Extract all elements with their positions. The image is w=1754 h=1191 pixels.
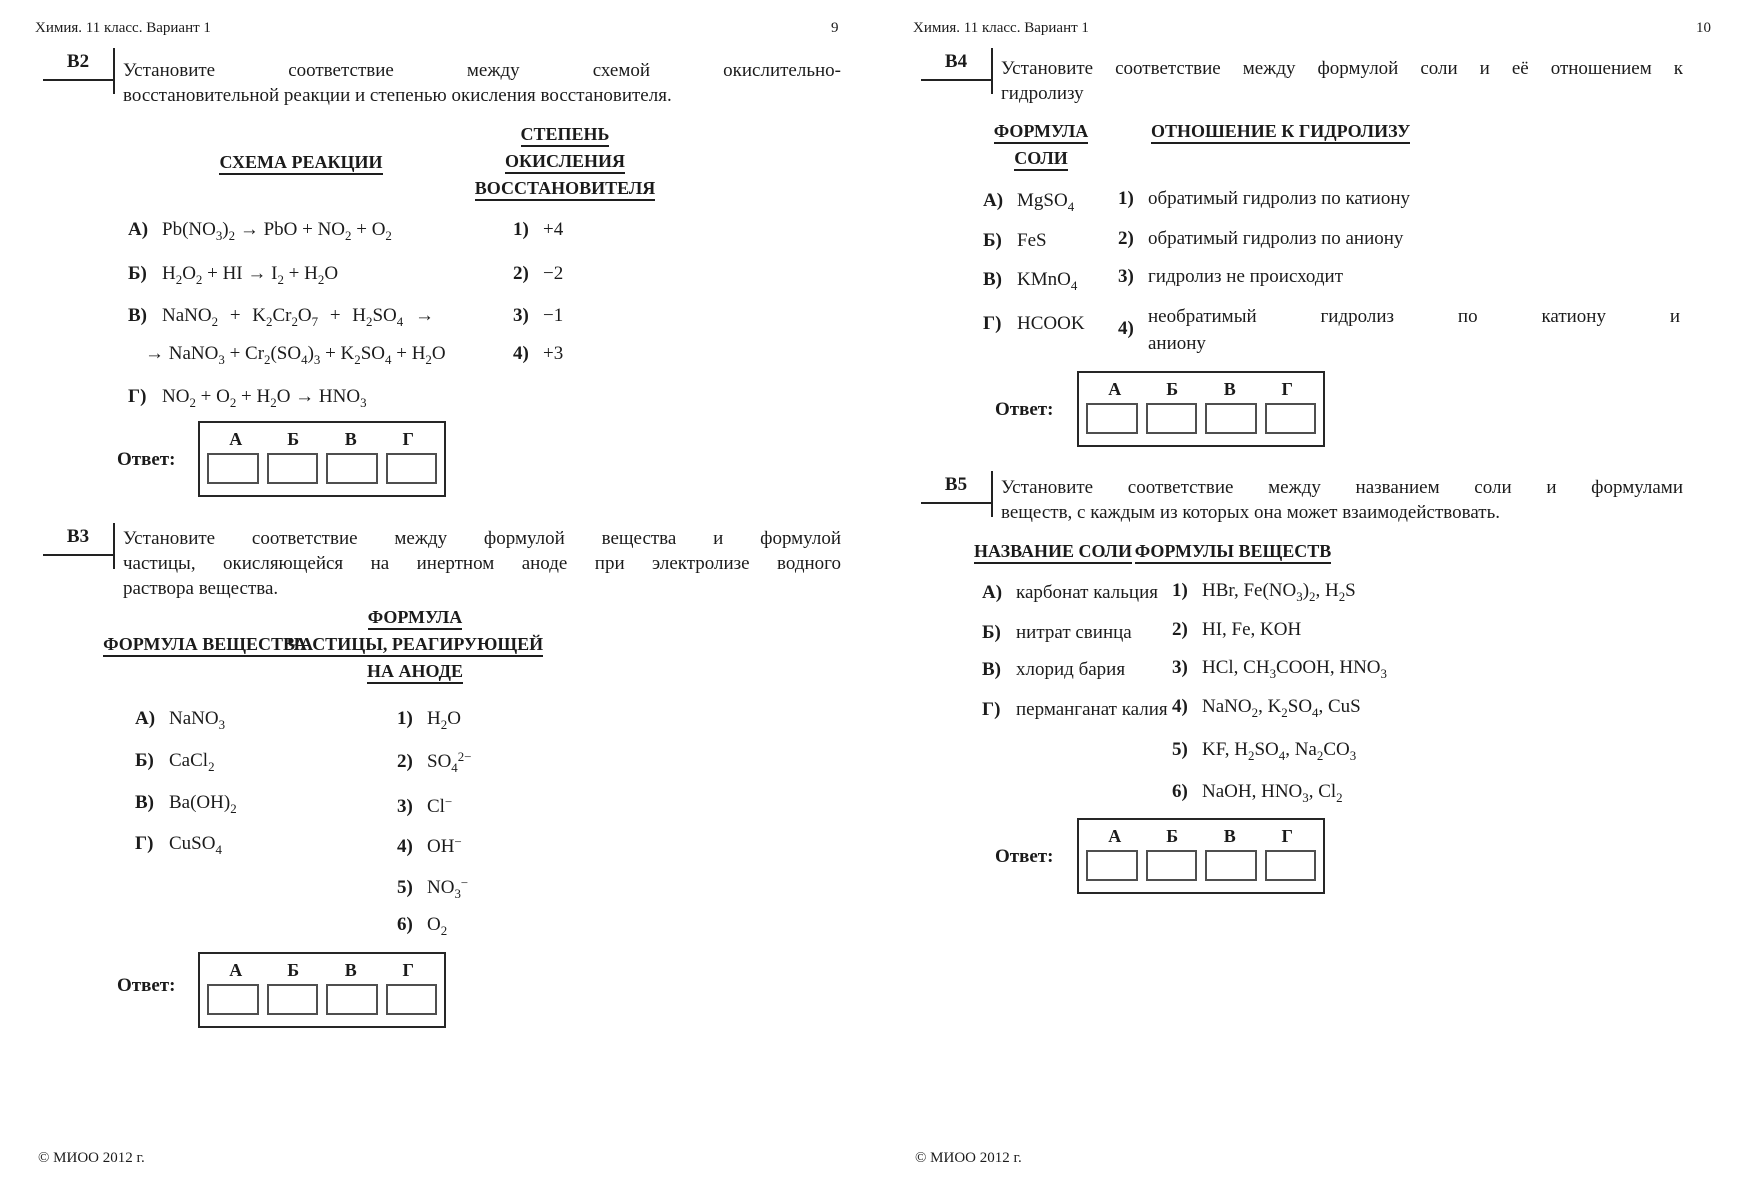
item-formula: NaNO$_2$ + $K_2Cr_2O_7 + H_2SO_4$ → (162, 305, 434, 330)
match-option-6 (1172, 779, 1343, 810)
option-text: −2 (543, 263, 564, 284)
match-option-4-number (1118, 316, 1148, 341)
option-text: гидролиз не происходит (1148, 266, 1344, 287)
item-formula: CuSO$_4$ (169, 833, 222, 858)
answer-label: Ответ: (995, 399, 1054, 420)
item-letter: В) (982, 659, 1001, 680)
copyright-footer: © МИОО 2012 г. (38, 1150, 145, 1166)
answer-letter: А (1108, 379, 1122, 399)
option-formula: HCl, $CH_3COOH$, $HNO_3$ (1202, 657, 1387, 682)
answer-box-v (326, 453, 378, 484)
match-item-v (128, 303, 434, 334)
item-formula: $NO_2 + O_2 + H_2O \to HNO_3$ (162, 386, 367, 411)
column-header-text: ФОРМУЛЫ ВЕЩЕСТВ (1135, 541, 1332, 564)
task-label-divider (113, 48, 115, 94)
option-number: 3) (397, 795, 413, 817)
answer-table-b4 (1077, 371, 1325, 447)
answer-box-g (386, 453, 438, 484)
option-number: 1) (1118, 188, 1134, 209)
match-item-v-continued (145, 341, 446, 372)
answer-boxes-row (200, 452, 444, 484)
match-option-4 (513, 341, 563, 366)
statement-line: восстановительной реакции и степенью окисления восстановителя. (123, 85, 672, 106)
item-text: хлорид бария (1016, 659, 1126, 680)
match-item-g (128, 384, 367, 415)
column-header-left (181, 149, 421, 176)
match-option-1 (397, 706, 461, 737)
match-option-5 (1172, 737, 1356, 768)
match-item-a (128, 217, 392, 248)
task-b5-statement (1001, 475, 1683, 525)
option-number: 5) (1172, 739, 1188, 760)
answer-box-b (1146, 850, 1198, 881)
statement-line: Установите соответствие между названием соли и формулами (1001, 477, 1683, 498)
option-number: 2) (397, 750, 413, 772)
item-letter: Г) (982, 699, 1001, 720)
option-formula: OH− (427, 834, 462, 857)
answer-box-a (1086, 403, 1138, 434)
option-text: обратимый гидролиз по катиону (1148, 188, 1411, 209)
match-option-2 (1118, 226, 1403, 251)
answer-letter: Г (402, 429, 414, 449)
answer-letter: В (344, 960, 357, 980)
statement-line: частицы, окисляющейся на инертном аноде при электролизе водного (123, 553, 841, 574)
answer-letter: Г (1281, 826, 1293, 846)
match-option-1 (513, 217, 563, 242)
answer-label: Ответ: (117, 449, 176, 470)
statement-line: гидролизу (1001, 83, 1084, 104)
match-option-3 (513, 303, 563, 328)
column-header-text: СХЕМА РЕАКЦИИ (219, 152, 382, 175)
task-label-b5: В5 (921, 473, 991, 504)
option-formula: NaNO$_2$, $K_2SO_4$, CuS (1202, 696, 1361, 721)
answer-box-b (267, 453, 319, 484)
statement-line: веществ, с каждым из которых она может взаимодействовать. (1001, 502, 1500, 523)
match-option-2 (397, 744, 471, 780)
answer-letters-row (200, 954, 444, 983)
answer-box-b (267, 984, 319, 1015)
item-letter: Г) (135, 833, 154, 854)
column-header-text: ОТНОШЕНИЕ К ГИДРОЛИЗУ (1151, 121, 1410, 144)
option-formula: NaOH, $HNO_3$, $Cl_2$ (1202, 781, 1343, 806)
option-number: 6) (397, 914, 413, 935)
match-item-b (982, 620, 1132, 645)
answer-box-b (1146, 403, 1198, 434)
answer-letter: А (229, 960, 243, 980)
match-option-4 (397, 829, 462, 859)
answer-letter: Б (287, 960, 300, 980)
match-option-4 (1172, 694, 1361, 725)
item-letter: А) (983, 190, 1004, 211)
match-item-a (982, 580, 1158, 605)
statement-line: Установите соответствие между формулой соли и её отношением к (1001, 58, 1683, 79)
item-letter: Б) (128, 263, 147, 284)
option-text-line: аниону (1148, 333, 1206, 354)
answer-label: Ответ: (995, 846, 1054, 867)
task-b3-statement (123, 526, 841, 601)
item-formula: $Pb(NO_3)_2$ → PbO + $NO_2 + O_2$ (162, 219, 392, 244)
option-text: обратимый гидролиз по аниону (1148, 228, 1404, 249)
answer-letters-row (1079, 820, 1323, 849)
answer-letter: В (344, 429, 357, 449)
match-item-b (983, 228, 1047, 253)
item-letter: А) (128, 219, 149, 240)
column-header-text: ВОССТАНОВИТЕЛЯ (475, 178, 656, 201)
item-letter: Г) (983, 313, 1002, 334)
answer-letters-row (200, 423, 444, 452)
match-option-3 (1172, 655, 1387, 686)
page-left (35, 0, 847, 1191)
answer-boxes-row (200, 983, 444, 1015)
task-label-b2: В2 (43, 50, 113, 81)
answer-box-v (1205, 403, 1257, 434)
item-letter: Г) (128, 386, 147, 407)
column-header-text: ЧАСТИЦЫ, РЕАГИРУЮЩЕЙ (287, 634, 543, 657)
match-option-3 (397, 789, 452, 819)
option-text: +3 (543, 343, 564, 364)
copyright-footer: © МИОО 2012 г. (915, 1150, 1022, 1166)
option-number: 3) (513, 305, 529, 326)
option-formula: $O_2$ (427, 914, 448, 939)
item-text: карбонат кальция (1016, 582, 1158, 603)
match-item-g (983, 311, 1085, 336)
statement-line: раствора вещества. (123, 578, 279, 599)
answer-box-g (1265, 850, 1317, 881)
task-b4-statement (1001, 56, 1683, 106)
option-text: +4 (543, 219, 564, 240)
page-number: 9 (831, 20, 839, 36)
match-option-2 (513, 261, 563, 286)
option-number: 4) (1172, 696, 1188, 717)
option-number: 3) (1118, 266, 1134, 287)
item-letter: В) (128, 305, 147, 326)
option-number: 4) (1118, 318, 1134, 339)
option-formula: HBr, $Fe(NO_3)_2$, $H_2S$ (1202, 580, 1356, 605)
item-formula: HCOOK (1017, 313, 1085, 334)
column-header-left (921, 118, 1161, 172)
running-header: Химия. 11 класс. Вариант 1 (913, 20, 1089, 36)
match-option-3 (1118, 264, 1343, 289)
column-header-text: НА АНОДЕ (367, 661, 463, 684)
answer-letter: Г (1281, 379, 1293, 399)
item-formula: NaNO$_3$ (169, 708, 226, 733)
match-item-a (135, 706, 225, 737)
option-number: 4) (513, 343, 529, 364)
column-header-right (1151, 118, 1411, 145)
running-header: Химия. 11 класс. Вариант 1 (35, 20, 211, 36)
answer-table-b2 (198, 421, 446, 497)
answer-label: Ответ: (117, 975, 176, 996)
option-number: 5) (397, 876, 413, 898)
page-number: 10 (1696, 20, 1711, 36)
option-number: 1) (397, 708, 413, 729)
column-header-right (275, 604, 555, 685)
match-option-5 (397, 870, 468, 906)
match-item-a (983, 188, 1074, 219)
option-number: 4) (397, 835, 413, 857)
option-number: 2) (1118, 228, 1134, 249)
item-formula: MgSO$_4$ (1017, 190, 1075, 215)
item-formula: $H_2O_2$ + HI → $I_2 + H_2O$ (162, 263, 339, 288)
answer-letter: Г (402, 960, 414, 980)
column-header-text: НАЗВАНИЕ СОЛИ (974, 541, 1132, 564)
answer-table-b3 (198, 952, 446, 1028)
match-item-v (983, 267, 1077, 298)
item-text: перманганат калия (1016, 699, 1168, 720)
answer-box-a (1086, 850, 1138, 881)
option-formula: $H_2O$ (427, 708, 461, 733)
column-header-text: ФОРМУЛА ВЕЩЕСТВА (103, 634, 307, 657)
match-item-g (982, 697, 1168, 722)
answer-letter: Б (1166, 379, 1179, 399)
option-text: −1 (543, 305, 564, 326)
answer-box-a (207, 453, 259, 484)
item-formula: $Ba(OH)_2$ (169, 792, 237, 817)
item-letter: В) (135, 792, 154, 813)
answer-letter: В (1223, 379, 1236, 399)
answer-letter: А (1108, 826, 1122, 846)
item-formula: FeS (1017, 230, 1047, 251)
item-text: нитрат свинца (1016, 622, 1132, 643)
answer-letter: Б (287, 429, 300, 449)
statement-line: Установите соответствие между схемой окислительно- (123, 60, 841, 81)
match-item-v (982, 657, 1125, 682)
match-option-6 (397, 912, 447, 943)
match-item-g (135, 831, 222, 862)
column-header-right (445, 121, 685, 202)
option-text-line: необратимый гидролиз по катиону и (1148, 306, 1680, 327)
item-letter: Б) (982, 622, 1001, 643)
item-letter: А) (982, 582, 1003, 603)
answer-box-v (326, 984, 378, 1015)
answer-table-b5 (1077, 818, 1325, 894)
match-option-2 (1172, 617, 1301, 642)
match-option-1 (1118, 186, 1410, 211)
item-formula: CaCl$_2$ (169, 750, 215, 775)
option-number: 1) (1172, 580, 1188, 601)
column-header-right (1113, 538, 1353, 565)
column-header-text: ФОРМУЛА (994, 121, 1089, 144)
column-header-text: ОКИСЛЕНИЯ (505, 151, 625, 174)
answer-box-g (386, 984, 438, 1015)
answer-letter: Б (1166, 826, 1179, 846)
option-number: 2) (1172, 619, 1188, 640)
answer-box-g (1265, 403, 1317, 434)
task-label-b4: В4 (921, 50, 991, 81)
match-item-v (135, 790, 237, 821)
item-letter: Б) (135, 750, 154, 771)
option-formula: KF, $H_2SO_4$, $Na_2CO_3$ (1202, 739, 1357, 764)
task-label-b3: В3 (43, 525, 113, 556)
statement-line: Установите соответствие между формулой вещества и формулой (123, 528, 841, 549)
option-number: 6) (1172, 781, 1188, 802)
task-b2-statement (123, 58, 841, 108)
match-item-b (128, 261, 338, 292)
task-label-divider (991, 471, 993, 517)
column-header-text: СТЕПЕНЬ (521, 124, 610, 147)
item-formula: KMnO$_4$ (1017, 269, 1078, 294)
answer-boxes-row (1079, 849, 1323, 881)
option-number: 3) (1172, 657, 1188, 678)
answer-letter: В (1223, 826, 1236, 846)
answer-letter: А (229, 429, 243, 449)
option-formula: HI, Fe, KOH (1202, 619, 1302, 640)
answer-box-a (207, 984, 259, 1015)
item-letter: В) (983, 269, 1002, 290)
answer-letters-row (1079, 373, 1323, 402)
option-formula: $NO_3^-$ (427, 875, 469, 901)
item-formula: → NaNO$_3$ + $Cr_2(SO_4)_3 + K_2SO_4 + H_2O$ (145, 343, 446, 368)
option-formula: Cl− (427, 794, 453, 817)
option-formula: $SO_4^{2-}$ (427, 749, 472, 775)
answer-box-v (1205, 850, 1257, 881)
item-letter: Б) (983, 230, 1002, 251)
option-number: 1) (513, 219, 529, 240)
match-item-b (135, 748, 215, 779)
match-option-4-text (1148, 303, 1680, 357)
task-label-divider (113, 523, 115, 569)
match-option-1 (1172, 578, 1356, 609)
column-header-text: ФОРМУЛА (368, 607, 463, 630)
task-label-divider (991, 48, 993, 94)
page-right (880, 0, 1715, 1191)
answer-boxes-row (1079, 402, 1323, 434)
column-header-text: СОЛИ (1014, 148, 1068, 171)
option-number: 2) (513, 263, 529, 284)
item-letter: А) (135, 708, 156, 729)
